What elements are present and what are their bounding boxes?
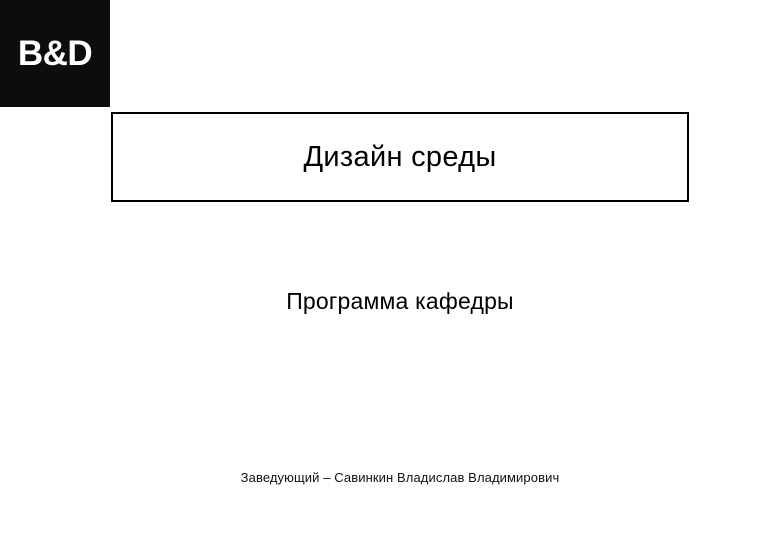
slide-footer-credit: Заведующий – Савинкин Владислав Владимирович [240,470,560,485]
logo-block [0,0,110,107]
brand-logo-text: B&D [17,33,93,73]
title-box [111,112,689,202]
slide-title: Дизайн среды [303,140,497,173]
slide-subtitle: Программа кафедры [286,288,514,314]
